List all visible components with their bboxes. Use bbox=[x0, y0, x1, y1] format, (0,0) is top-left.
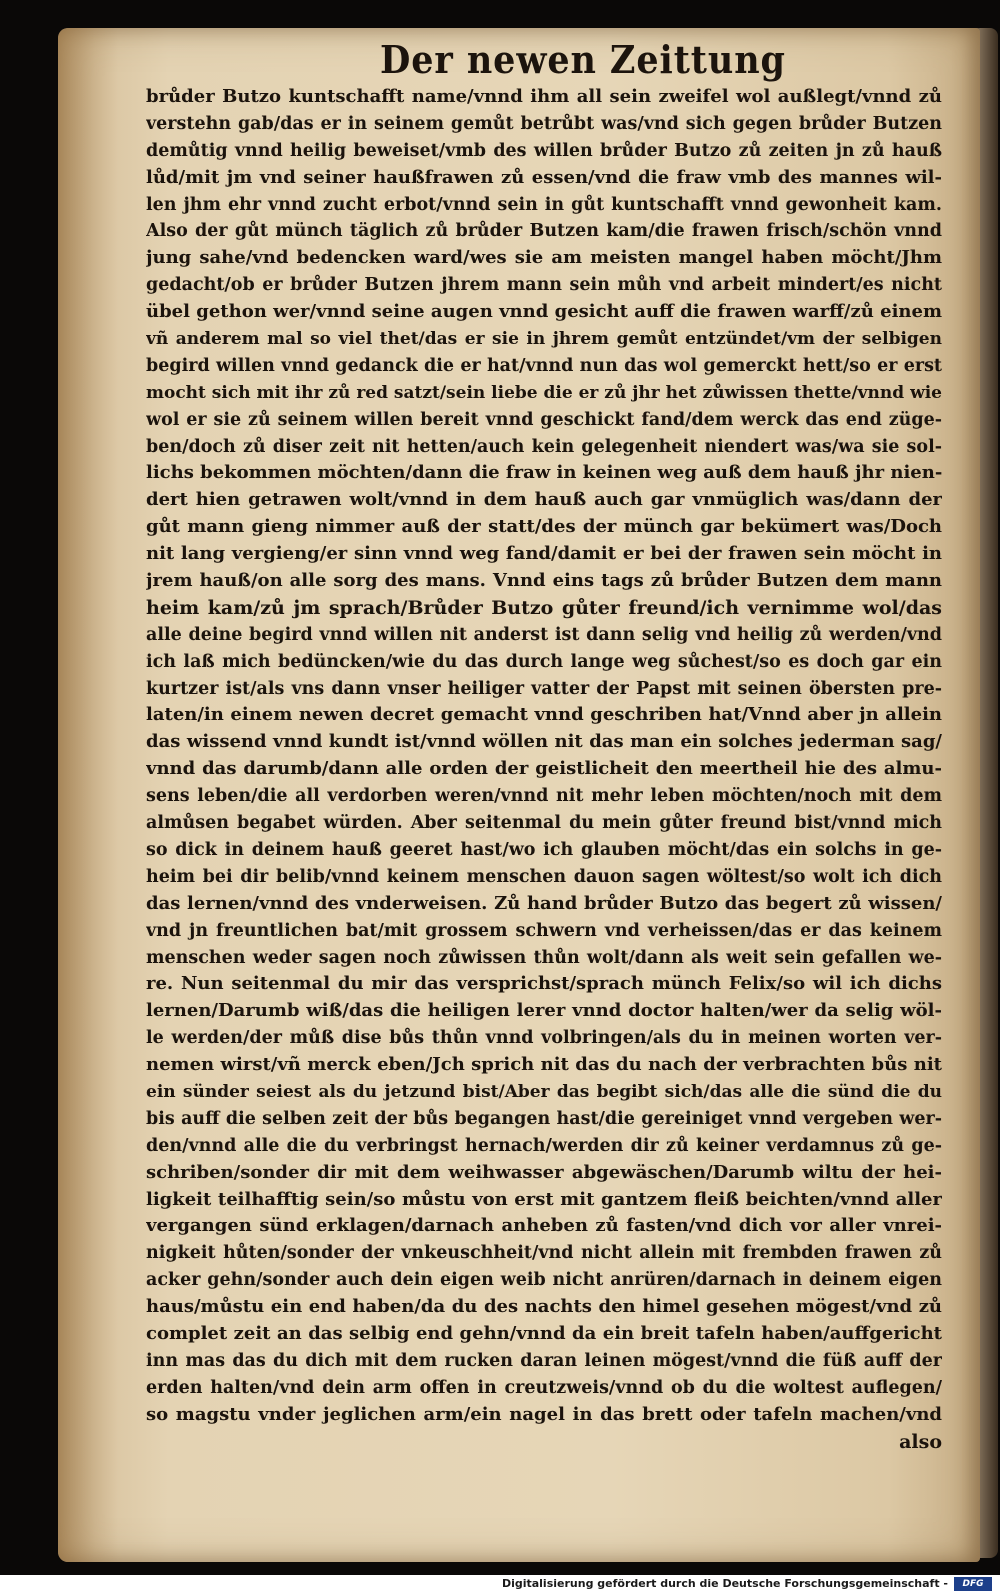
text-line: übel gethon wer/vnnd seine augen vnnd gesicht auff die frawen warff/zů einem bbox=[146, 301, 942, 323]
text-line: begird willen vnnd gedanck die er hat/vnnd nun das wol gemerckt hett/so er erst bbox=[146, 355, 942, 376]
text-line: ligkeit teilhafftig sein/so můstu von erst mit gantzem fleiß beichten/vnnd aller bbox=[146, 1188, 942, 1210]
text-line: das wissend vnnd kundt ist/vnnd wöllen nit das man ein solches jederman sag/ bbox=[146, 731, 942, 753]
text-line: vñ anderem mal so viel thet/das er sie in jhrem gemůt entzündet/vm der selbigen bbox=[146, 329, 942, 350]
text-line: vergangen sünd erklagen/darnach anheben zů fasten/vnd dich vor aller vnrei- bbox=[146, 1215, 942, 1237]
text-line: mocht sich mit ihr zů red satzt/sein liebe die er zů jhr het zůwissen thette/vnnd wie bbox=[146, 382, 942, 403]
body-text bbox=[146, 84, 942, 1455]
text-line: wol er sie zů seinem willen bereit vnnd geschickt fand/dem werck das end züge- bbox=[146, 409, 942, 430]
text-line: re. Nun seitenmal du mir das versprichst/sprach münch Felix/so wil ich dichs bbox=[146, 973, 942, 995]
text-line: menschen weder sagen noch zůwissen thůn wolt/dann als weit sein gefallen we- bbox=[146, 947, 942, 968]
text-line: ben/doch zů diser zeit nit hetten/auch kein gelegenheit niendert was/wa sie sol- bbox=[146, 436, 942, 457]
text-line: den/vnnd alle die du verbringst hernach/werden dir zů keiner verdamnus zů ge- bbox=[146, 1135, 942, 1156]
text-line: almůsen begabet würden. Aber seitenmal du mein gůter freund bist/vnnd mich bbox=[146, 813, 942, 834]
text-line: complet zeit an das selbig end gehn/vnnd da ein breit tafeln haben/auffgericht bbox=[146, 1322, 942, 1344]
text-line: so dick in deinem hauß geeret hast/wo ich glauben möcht/das ein solchs in ge- bbox=[146, 839, 942, 860]
text-line: len jhm ehr vnnd zucht erbot/vnnd sein in gůt kuntschafft vnnd gewonheit kam. bbox=[146, 194, 942, 215]
text-line: sens leben/die all verdorben weren/vnnd nit mehr leben möchten/noch mit dem bbox=[146, 786, 942, 807]
text-line: also bbox=[899, 1430, 942, 1453]
text-line: so magstu vnder jeglichen arm/ein nagel in das brett oder tafeln machen/vnd bbox=[146, 1403, 942, 1425]
text-line: brůder Butzo kuntschafft name/vnnd ihm all sein zweifel wol außlegt/vnnd zů bbox=[146, 86, 942, 107]
dfg-logo: DFG bbox=[954, 1577, 992, 1591]
text-line: acker gehn/sonder auch dein eigen weib nicht anrüren/darnach in deinem eigen bbox=[146, 1270, 942, 1291]
text-line: schriben/sonder dir mit dem weihwasser abgewäschen/Darumb wiltu der hei- bbox=[146, 1161, 942, 1183]
text-line: demůtig vnnd heilig beweiset/vmb des willen brůder Butzo zů zeiten jn zů hauß bbox=[146, 140, 942, 161]
text-line: jrem hauß/on alle sorg des mans. Vnnd eins tags zů brůder Butzen dem mann bbox=[146, 570, 942, 592]
text-line: heim kam/zů jm sprach/Brůder Butzo gůter freund/ich vernimme wol/das bbox=[146, 596, 942, 619]
funding-credit: Digitalisierung gefördert durch die Deutsche Forschungsgemeinschaft - bbox=[501, 1577, 948, 1590]
text-line: lernen/Darumb wiß/das die heiligen lerer vnnd doctor halten/wer da selig wöl- bbox=[146, 1000, 942, 1022]
text-line: erden halten/vnd dein arm offen in creutzweis/vnnd ob du die woltest auflegen/ bbox=[146, 1377, 942, 1398]
text-line: laten/in einem newen decret gemacht vnnd geschriben hat/Vnnd aber jn allein bbox=[146, 704, 942, 726]
text-line: das lernen/vnnd des vnderweisen. Zů hand brůder Butzo das begert zů wissen/ bbox=[146, 892, 942, 914]
text-line: Also der gůt münch täglich zů brůder Butzen kam/die frawen frisch/schön vnnd bbox=[146, 221, 942, 242]
text-line: lůd/mit jm vnd seiner haußfrawen zů essen/vnd die fraw vmb des mannes wil- bbox=[146, 166, 942, 188]
text-line: heim bei dir belib/vnnd keinem menschen dauon sagen wöltest/so wolt ich dich bbox=[146, 866, 942, 887]
text-line: dert hien getrawen wolt/vnnd in dem hauß auch gar vnmüglich was/dann der bbox=[146, 489, 942, 511]
text-line: ich laß mich bedüncken/wie du das durch lange weg sůchest/so es doch gar ein bbox=[146, 651, 942, 672]
text-line: vnd jn freuntlichen bat/mit grossem schwern vnd verheissen/das er das keinem bbox=[146, 920, 942, 941]
text-line: bis auff die selben zeit der bůs begangen hast/die gereiniget vnnd vergeben wer- bbox=[146, 1108, 942, 1129]
text-line: nit lang vergieng/er sinn vnnd weg fand/damit er bei der frawen sein möcht in bbox=[146, 543, 942, 565]
text-line: alle deine begird vnnd willen nit anderst ist dann selig vnd heilig zů werden/vnd bbox=[146, 624, 942, 645]
text-line: vnnd das darumb/dann alle orden der geistlicheit den meertheil hie des almu- bbox=[146, 758, 942, 780]
text-line: ein sünder seiest als du jetzund bist/Aber das begibt sich/das alle die sünd die du bbox=[146, 1081, 942, 1102]
page-gutter-shadow bbox=[58, 28, 118, 1562]
text-line: lichs bekommen möchten/dann die fraw in keinen weg auß dem hauß jhr nien- bbox=[146, 462, 942, 484]
text-line: haus/můstu ein end haben/da du des nachts den himel gesehen mögest/vnd zů bbox=[146, 1296, 942, 1318]
text-line: nigkeit hůten/sonder der vnkeuschheit/vnd nicht allein mit frembden frawen zů bbox=[146, 1243, 942, 1264]
text-line: inn mas das du dich mit dem rucken daran leinen mögest/vnnd die füß auff der bbox=[146, 1350, 942, 1371]
text-line: gedacht/ob er brůder Butzen jhrem mann sein můh vnd arbeit mindert/es nicht bbox=[146, 275, 942, 296]
running-head: Der newen Zeittung bbox=[380, 37, 786, 82]
text-line: kurtzer ist/als vns dann vnser heiliger vatter der Papst mit seinen öbersten pre- bbox=[146, 678, 942, 699]
text-line: le werden/der můß dise bůs thůn vnnd volbringen/als du in meinen worten ver- bbox=[146, 1028, 942, 1049]
text-line: verstehn gab/das er in seinem gemůt betrůbt was/vnd sich gegen brůder Butzen bbox=[146, 113, 942, 134]
text-line: nemen wirst/vñ merck eben/Jch sprich nit das du nach der verbrachten bůs nit bbox=[146, 1054, 942, 1076]
text-line: gůt mann gieng nimmer auß der statt/des der münch gar bekümert was/Doch bbox=[146, 516, 942, 538]
text-line: jung sahe/vnd bedencken ward/wes sie am meisten mangel haben möcht/Jhm bbox=[146, 247, 942, 269]
